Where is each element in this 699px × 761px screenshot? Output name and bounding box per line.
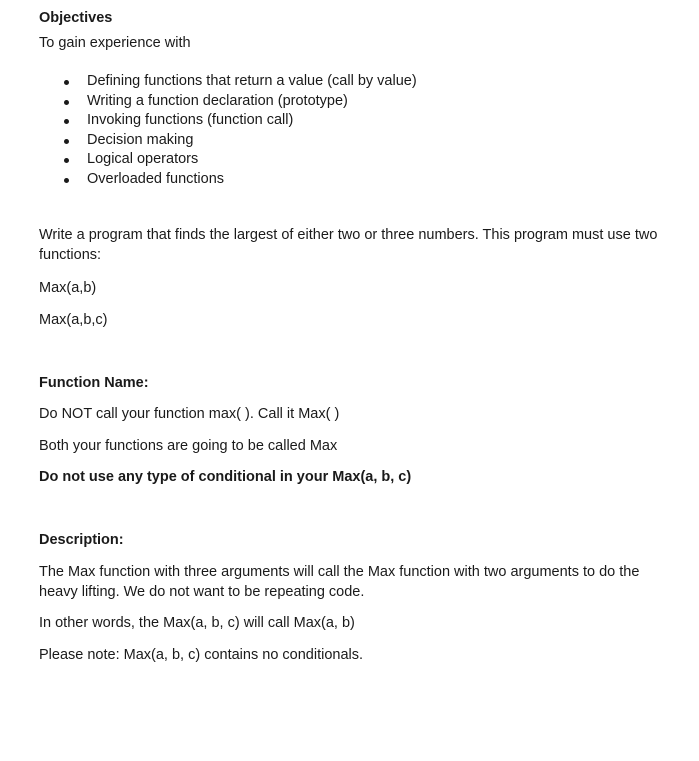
bullet-icon [64,80,69,85]
signature-three-args: Max(a,b,c) [39,312,108,328]
list-item: Logical operators [39,150,417,170]
function-name-heading: Function Name: [39,375,149,391]
bullet-icon [64,158,69,163]
description-paragraph: The Max function with three arguments will call the Max function with two arguments to do the heavy lifting. We do not want to be repeating code. [39,564,640,600]
function-name-rule: Do NOT call your function max( ). Call it Max( ) [39,406,340,422]
description-conditional-note: Please note: Max(a, b, c) contains no conditionals. [39,647,364,663]
bullet-icon [64,139,69,144]
bullet-icon [64,178,69,183]
objectives-heading: Objectives [39,10,113,26]
list-item: Overloaded functions [39,170,417,190]
description-heading: Description: [39,532,124,548]
signature-two-args: Max(a,b) [39,280,97,296]
function-name-note: Both your functions are going to be called Max [39,438,338,454]
objectives-intro: To gain experience with [39,35,191,51]
list-item: Invoking functions (function call) [39,111,417,131]
task-paragraph: Write a program that finds the largest of either two or three numbers. This program must use two functions: [39,227,658,263]
bullet-icon [64,119,69,124]
list-item: Writing a function declaration (prototype) [39,92,417,112]
no-conditional-rule: Do not use any type of conditional in your Max(a, b, c) [39,469,412,485]
objectives-list [39,72,417,190]
description-call-note: In other words, the Max(a, b, c) will call Max(a, b) [39,615,355,631]
list-item: Defining functions that return a value (call by value) [39,72,417,92]
list-item: Decision making [39,131,417,151]
bullet-icon [64,100,69,105]
